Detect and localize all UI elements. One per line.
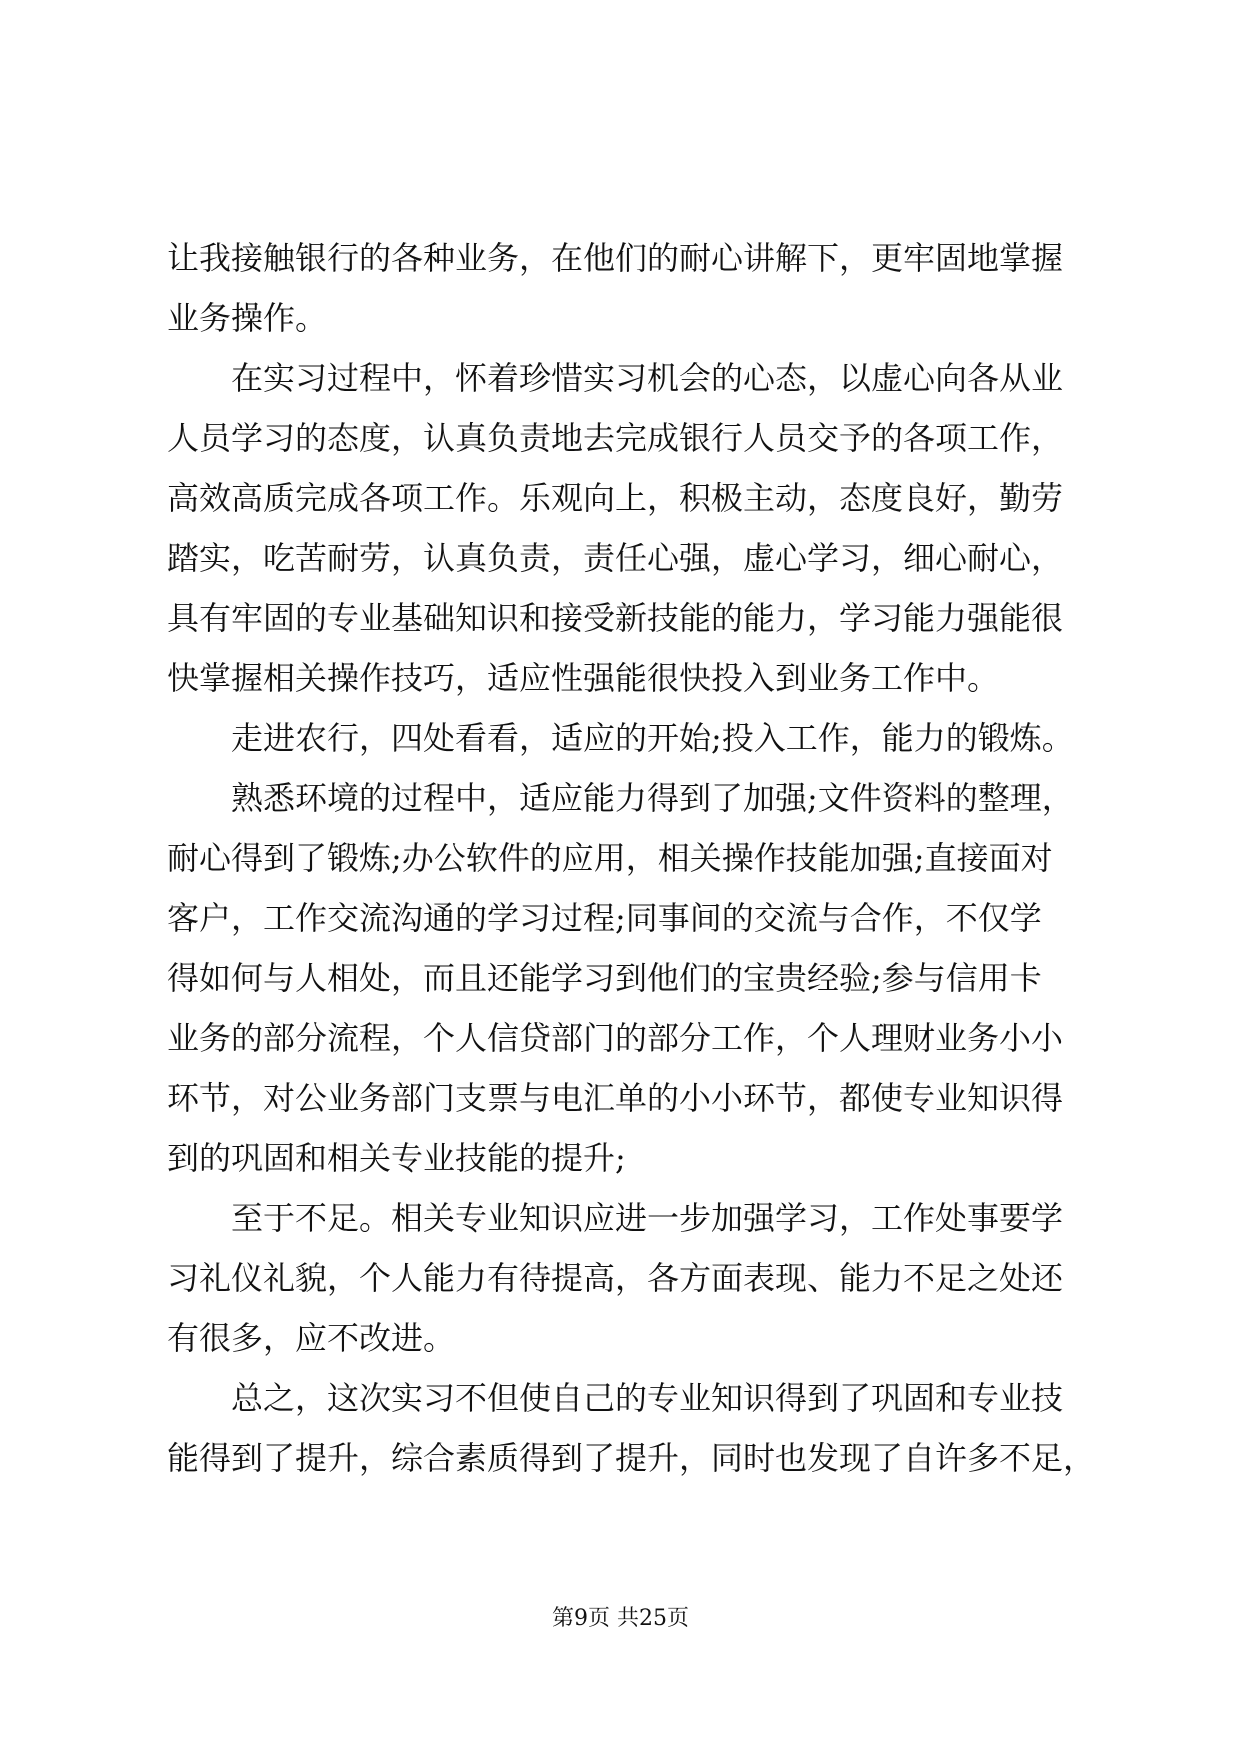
text-line: 业务的部分流程，个人信贷部门的部分工作，个人理财业务小小 <box>167 1019 1064 1057</box>
page-number-footer: 第9页 共25页 <box>552 1606 689 1631</box>
text-line: 人员学习的态度，认真负责地去完成银行人员交予的各项工作， <box>167 419 1064 457</box>
text-line: 踏实，吃苦耐劳，认真负责，责任心强，虚心学习，细心耐心， <box>167 539 1064 577</box>
paragraph-first-line: 总之，这次实习不但使自己的专业知识得到了巩固和专业技 <box>231 1379 1064 1417</box>
text-line: 快掌握相关操作技巧，适应性强能很快投入到业务工作中。 <box>167 659 1000 697</box>
paragraph-first-line: 在实习过程中，怀着珍惜实习机会的心态，以虚心向各从业 <box>231 359 1064 397</box>
text-line: 得如何与人相处，而且还能学习到他们的宝贵经验;参与信用卡 <box>167 959 1042 997</box>
text-line: 环节，对公业务部门支票与电汇单的小小环节，都使专业知识得 <box>167 1079 1064 1117</box>
text-line: 高效高质完成各项工作。乐观向上，积极主动，态度良好，勤劳 <box>167 479 1064 517</box>
text-line: 让我接触银行的各种业务，在他们的耐心讲解下，更牢固地掌握 <box>167 239 1064 277</box>
text-line: 具有牢固的专业基础知识和接受新技能的能力，学习能力强能很 <box>167 599 1064 637</box>
paragraph-first-line: 熟悉环境的过程中，适应能力得到了加强;文件资料的整理， <box>231 779 1074 817</box>
text-line: 能得到了提升，综合素质得到了提升，同时也发现了自许多不足， <box>167 1439 1096 1477</box>
paragraph-first-line: 至于不足。相关专业知识应进一步加强学习，工作处事要学 <box>231 1199 1064 1237</box>
text-line: 业务操作。 <box>167 299 328 337</box>
text-line: 习礼仪礼貌，个人能力有待提高，各方面表现、能力不足之处还 <box>167 1259 1064 1297</box>
text-line: 到的巩固和相关专业技能的提升; <box>167 1139 626 1177</box>
text-line: 耐心得到了锻炼;办公软件的应用，相关操作技能加强;直接面对 <box>167 839 1053 877</box>
text-line: 客户，工作交流沟通的学习过程;同事间的交流与合作，不仅学 <box>167 899 1042 937</box>
paragraph-first-line: 走进农行，四处看看，适应的开始;投入工作，能力的锻炼。 <box>231 719 1074 757</box>
text-line: 有很多，应不改进。 <box>167 1319 456 1357</box>
